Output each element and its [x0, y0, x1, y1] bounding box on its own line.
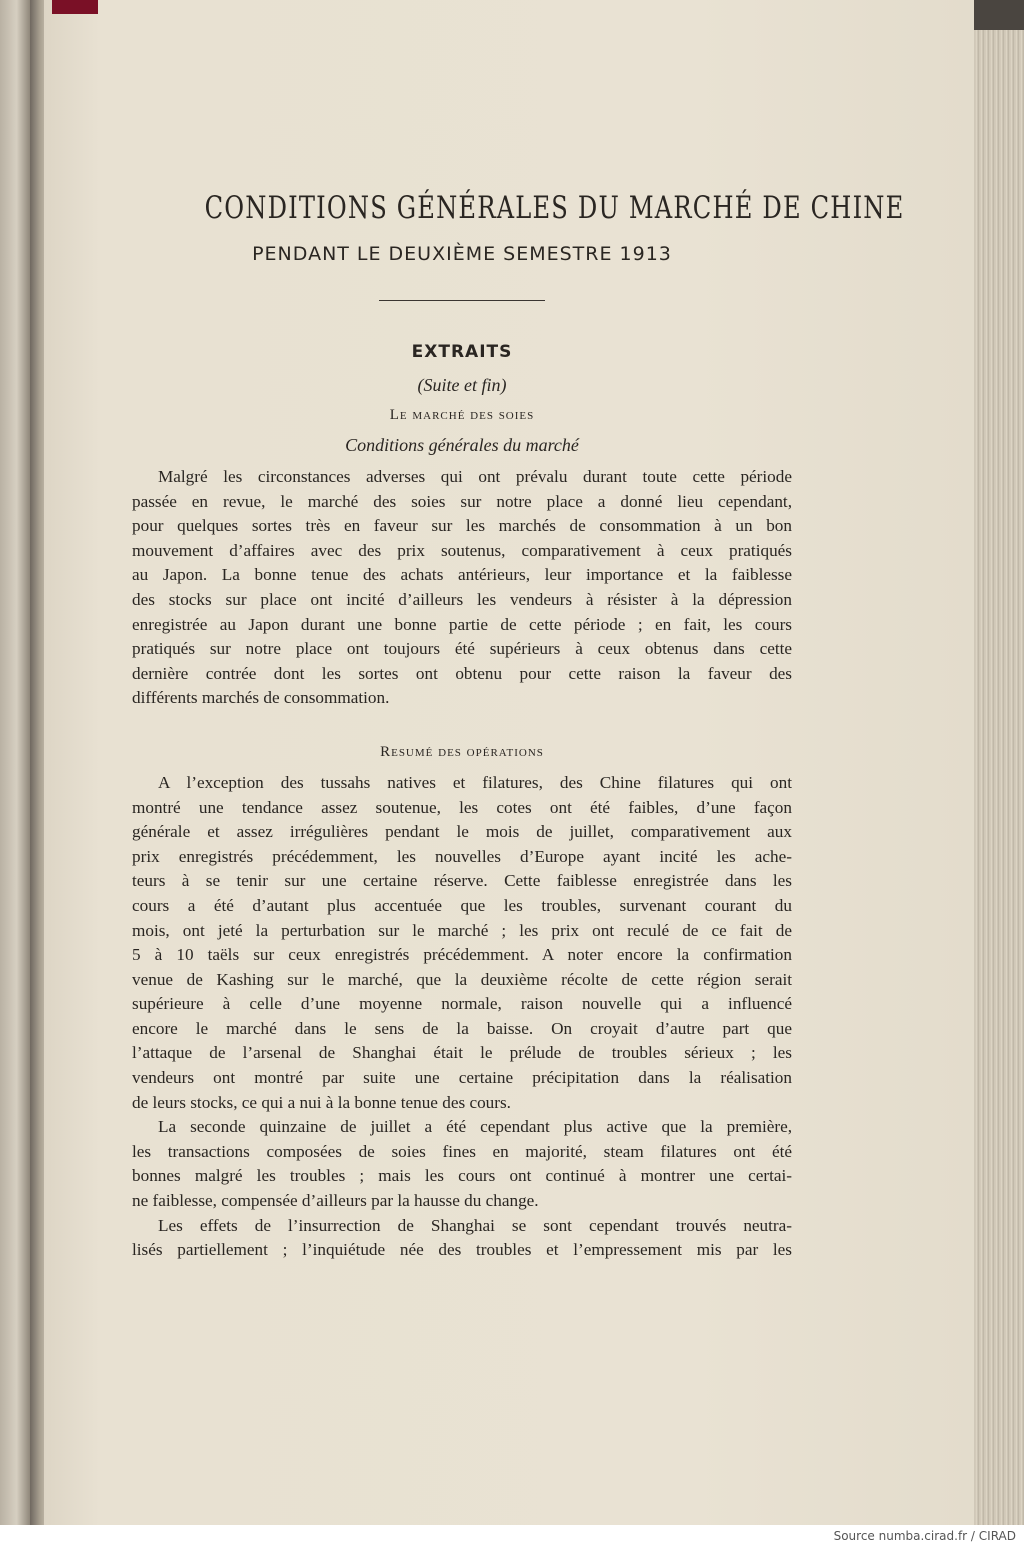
text-line: des stocks sur place ont incité d’ailleurs les vendeurs à résister à la dépression — [132, 589, 792, 609]
text-line: cours a été d’autant plus accentuée que les troubles, survenant courant du — [132, 895, 792, 915]
text-line: lisés partiellement ; l’inquiétude née des troubles et l’empressement mis par les — [132, 1240, 792, 1260]
text-line: encore le marché dans le sens de la baisse. On croyait d’autre part que — [132, 1018, 792, 1038]
text-line: générale et assez irrégulières pendant le mois de juillet, comparativement aux — [132, 822, 792, 842]
paragraph-insurrection — [132, 1214, 792, 1263]
paragraph-july — [132, 1115, 792, 1213]
source-credit: Source numba.cirad.fr / CIRAD — [833, 1529, 1016, 1543]
text-line: venue de Kashing sur le marché, que la deuxième récolte de cette région serait — [132, 969, 792, 989]
subsection-heading-resume: Resumé des opérations — [380, 743, 544, 760]
text-line: enregistrée au Japon durant une bonne partie de cette période ; en fait, les cours — [132, 614, 792, 634]
text-line: bonnes malgré les troubles ; mais les cours ont continué à montrer une certai- — [132, 1166, 792, 1186]
text-line: mois, ont jeté la perturbation sur le marché ; les prix ont reculé de ce fait de — [132, 920, 792, 940]
subsection-heading-conditions: Conditions générales du marché — [345, 435, 579, 455]
text-line: vendeurs ont montré par suite une certaine précipitation dans la réalisation — [132, 1068, 792, 1088]
title-divider — [379, 300, 545, 301]
text-line: prix enregistrés précédemment, les nouvelles d’Europe ayant incité les ache- — [132, 846, 792, 866]
text-line: mouvement d’affaires avec des prix soutenus, comparativement à ceux pratiqués — [132, 540, 792, 560]
text-line: teurs à se tenir sur une certaine réserve. Cette faiblesse enregistrée dans les — [132, 871, 792, 891]
text-line: La seconde quinzaine de juillet a été cependant plus active que la première, — [158, 1117, 792, 1137]
text-line: passée en revue, le marché des soies sur notre place a donné lieu cependant, — [132, 491, 792, 511]
paragraph-conditions — [132, 465, 792, 711]
continuation-note: (Suite et fin) — [417, 375, 507, 395]
text-line: dernière contrée dont les sortes ont obtenu pour cette raison la faveur des — [132, 663, 792, 683]
text-line: supérieure à celle d’une moyenne normale, raison nouvelle qui a influencé — [132, 994, 792, 1014]
bookmark-ribbon — [52, 0, 98, 14]
text-line: 5 à 10 taëls sur ceux enregistrés précédemment. A noter encore la confirmation — [132, 945, 792, 965]
document-subtitle: PENDANT LE DEUXIÈME SEMESTRE 1913 — [252, 243, 672, 265]
text-line: de leurs stocks, ce qui a nui à la bonne tenue des cours. — [132, 1092, 511, 1112]
text-line: Les effets de l’insurrection de Shanghai se sont cependant trouvés neutra- — [158, 1215, 792, 1235]
text-line: différents marchés de consommation. — [132, 688, 390, 708]
text-line: les transactions composées de soies fines en majorité, steam filatures ont été — [132, 1141, 792, 1161]
text-line: Malgré les circonstances adverses qui ont prévalu durant toute cette période — [158, 467, 792, 486]
section-heading: EXTRAITS — [411, 342, 513, 362]
text-line: pour quelques sortes très en faveur sur les marchés de consommation à un bon — [132, 516, 792, 536]
page-content — [132, 188, 905, 1263]
text-line: au Japon. La bonne tenue des achats antérieurs, leur importance et la faiblesse — [132, 565, 792, 585]
text-line: A l’exception des tussahs natives et filatures, des Chine filatures qui ont — [158, 772, 792, 792]
document-title: CONDITIONS GÉNÉRALES DU MARCHÉ DE CHINE — [204, 190, 905, 226]
text-line: l’attaque de l’arsenal de Shanghai était le prélude de troubles sérieux ; les — [132, 1043, 792, 1063]
text-line: pratiqués sur notre place ont toujours été supérieurs à ceux obtenus dans cette — [132, 639, 792, 659]
text-line: ne faiblesse, compensée d’ailleurs par la hausse du change. — [132, 1191, 539, 1211]
text-line: montré une tendance assez soutenue, les cotes ont été faibles, d’une façon — [132, 797, 792, 817]
paragraph-operations — [132, 771, 792, 1115]
chapter-heading: Le marché des soies — [389, 407, 535, 423]
